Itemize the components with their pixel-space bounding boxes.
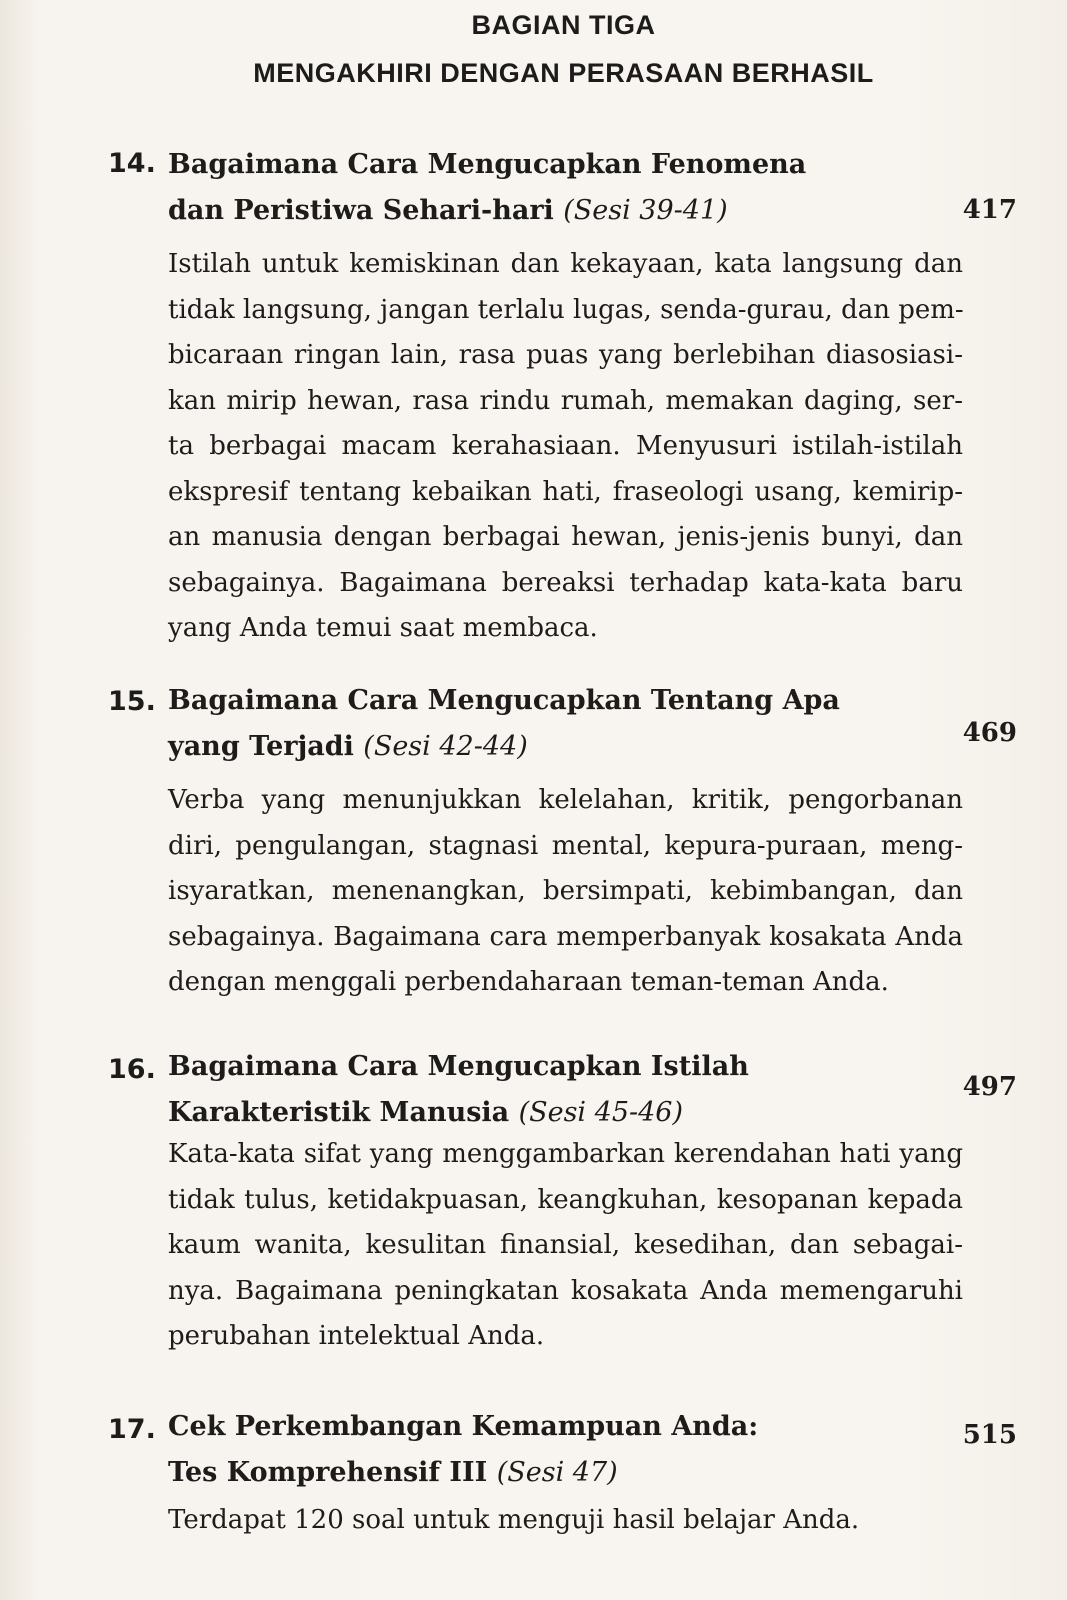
description-line: diri, pengulangan, stagnasi mental, kepura-puraan, meng- <box>168 830 963 861</box>
part-title: MENGAKHIRI DENGAN PERASAAN BERHASIL <box>253 58 874 88</box>
description-line: sebagainya. Bagaimana bereaksi terhadap kata-kata baru <box>168 567 963 598</box>
entry-title-line: Tes Komprehensif III <box>168 1457 488 1488</box>
entry-page-number: 417 <box>962 195 1017 225</box>
entry-title-line: Cek Perkembangan Kemampuan Anda: <box>168 1411 759 1442</box>
description-line: Verba yang menunjukkan kelelahan, kritik, pengorbanan <box>168 785 963 815</box>
description-line: bicaraan ringan lain, rasa puas yang berlebihan diasosiasi- <box>168 340 963 370</box>
entry-page-number: 515 <box>962 1420 1017 1450</box>
entry-session: (Sesi 39-41) <box>563 195 728 226</box>
part-heading: BAGIAN TIGA <box>471 10 656 40</box>
entry-session: (Sesi 42-44) <box>363 731 528 762</box>
description-line: Kata-kata sifat yang menggambarkan kerendahan hati yang <box>168 1139 963 1169</box>
entry-title-line: yang Terjadi <box>168 731 354 762</box>
entry-title <box>168 1404 928 1496</box>
entry-description <box>168 1498 963 1544</box>
entry-title-line: Bagaimana Cara Mengucapkan Istilah <box>168 1051 749 1082</box>
description-line: tidak langsung, jangan terlalu lugas, senda-gurau, dan pem- <box>168 294 964 325</box>
entry-title-line: Bagaimana Cara Mengucapkan Fenomena <box>168 149 807 180</box>
description-line: kan mirip hewan, rasa rindu rumah, memakan daging, ser- <box>168 385 963 416</box>
description-line: perubahan intelektual Anda. <box>168 1321 545 1351</box>
entry-title-line: dan Peristiwa Sehari-hari <box>168 195 554 226</box>
description-line: ta berbagai macam kerahasiaan. Menyusuri istilah-istilah <box>168 431 963 461</box>
description-line: ekspresif tentang kebaikan hati, fraseologi usang, kemirip- <box>168 476 963 507</box>
description-line: tidak tulus, ketidakpuasan, keangkuhan, kesopanan kepada <box>168 1184 963 1215</box>
entry-title <box>168 1044 928 1136</box>
entry-description <box>168 1132 963 1360</box>
description-line: sebagainya. Bagaimana cara memperbanyak kosakata Anda <box>168 921 963 952</box>
entry-session: (Sesi 45-46) <box>518 1097 684 1128</box>
entry-title-line: Karakteristik Manusia <box>168 1097 510 1128</box>
entry-title-line: Bagaimana Cara Mengucapkan Tentang Apa <box>168 685 840 716</box>
entry-title <box>168 678 928 770</box>
entry-number: 15. <box>108 686 156 717</box>
description-line: nya. Bagaimana peningkatan kosakata Anda memengaruhi <box>168 1275 963 1306</box>
entry-page-number: 469 <box>962 718 1017 748</box>
entry-description <box>168 778 963 1006</box>
description-line: dengan menggali perbendaharaan teman-teman Anda. <box>168 967 889 997</box>
description-line: Istilah untuk kemiskinan dan kekayaan, kata langsung dan <box>168 249 963 279</box>
entry-session: (Sesi 47) <box>496 1457 618 1488</box>
entry-number: 16. <box>108 1054 156 1085</box>
description-line: yang Anda temui saat membaca. <box>168 613 598 643</box>
description-line: kaum wanita, kesulitan finansial, kesedihan, dan sebagai- <box>168 1230 963 1260</box>
entry-title <box>168 142 928 234</box>
description-line: an manusia dengan berbagai hewan, jenis-jenis bunyi, dan <box>168 522 963 552</box>
entry-description <box>168 242 963 652</box>
description-line: isyaratkan, menenangkan, bersimpati, kebimbangan, dan <box>168 876 963 906</box>
entry-number: 17. <box>108 1414 156 1445</box>
entry-number: 14. <box>108 148 156 179</box>
entry-page-number: 497 <box>962 1072 1017 1102</box>
description-line: Terdapat 120 soal untuk menguji hasil belajar Anda. <box>168 1505 860 1535</box>
